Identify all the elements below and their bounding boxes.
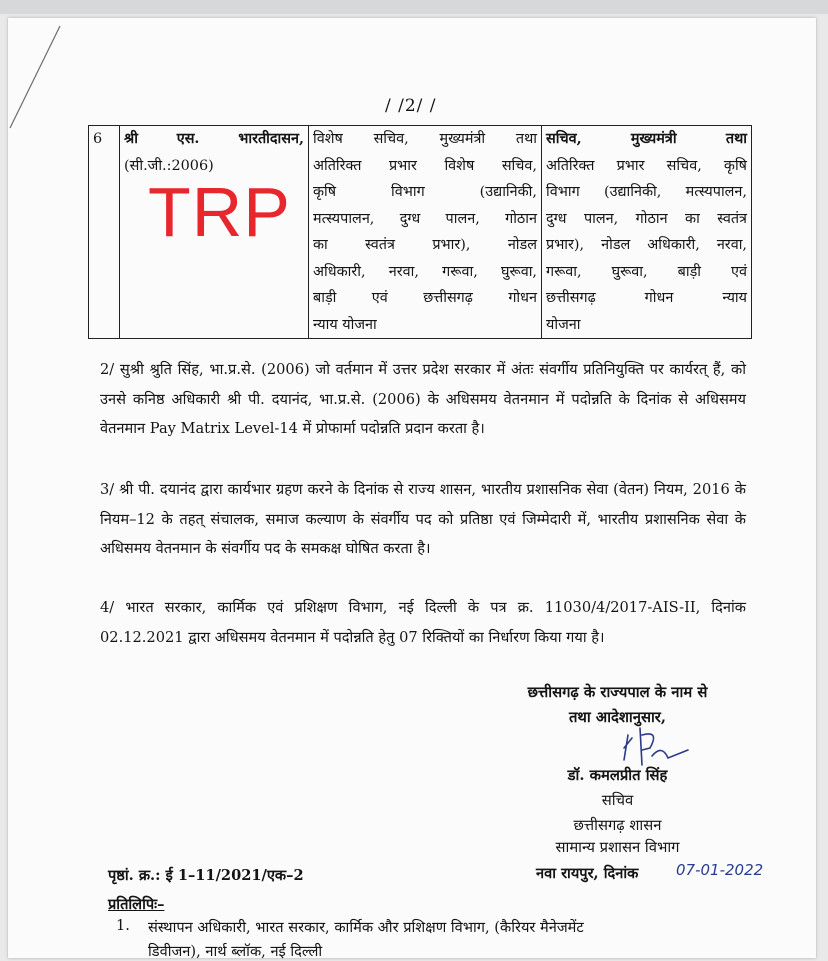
new-post-line: प्रभार), नोडल अधिकारी, नरवा,: [546, 237, 747, 253]
current-post-line: बाड़ी एवं छत्तीसगढ़ गोधन: [313, 290, 537, 306]
current-post-line: न्याय योजना: [313, 316, 377, 333]
place-date-label: नवा रायपुर, दिनांक: [536, 865, 639, 882]
current-post-line: अधिकारी, नरवा, गरूवा, घुरूवा,: [313, 263, 537, 280]
new-post-line: सचिव, मुख्यमंत्री तथा: [546, 130, 747, 147]
new-post-line: गरूवा, घुरूवा, बाड़ी एवं: [546, 263, 747, 280]
new-post-line: अतिरिक्त प्रभार सचिव, कृषि: [546, 157, 747, 174]
trp-stamp: TRP: [148, 173, 291, 251]
signatory-designation: सचिव: [601, 792, 634, 809]
current-post-line: विशेष सचिव, मुख्यमंत्री तथा: [313, 131, 537, 147]
copy-to-heading: प्रतिलिपिः–: [108, 896, 165, 913]
paragraph-3: 3/ श्री पी. दयानंद द्वारा कार्यभार ग्रहण करने के दिनांक से राज्य शासन, भारतीय प्रशासनिक सेवा (वेतन) नियम, 2016 के नियम–12 के तहत् संचालक, समाज कल्याण के संवर्गीय पद को प्रतिष्ठा एवं जिम्मेदारी में, भारतीय प्रशासनिक सेवा के अधिसमय वेतनमान के संवर्गीय पद के समकक्ष घोषित करता है।: [100, 481, 746, 557]
current-post-line: मत्स्यपालन, दुग्ध पालन, गोठान: [313, 210, 537, 227]
authority-line-1: छत्तीसगढ़ के राज्यपाल के नाम से: [527, 684, 708, 701]
paragraph-2: 2/ सुश्री श्रुति सिंह, भा.प्र.से. (2006) जो वर्तमान में उत्तर प्रदेश सरकार में अंतः संवर्गीय प्रतिनियुक्ति पर कार्यरत् हैं, को उनसे कनिष्ठ अधिकारी श्री पी. दयानंद, भा.प्र.से. (2006) के अधिसमय वेतनमान में पदोन्नति के दिनांक से अधिसमय वेतनमान Pay Matrix Level-14 में प्रोफार्मा पदोन्नति प्रदान करता है।: [100, 361, 746, 437]
new-post-line: छत्तीसगढ़ गोधन न्याय: [546, 290, 747, 306]
department-name: सामान्य प्रशासन विभाग: [555, 839, 680, 856]
current-post-line: का स्वतंत्र प्रभार), नोडल: [313, 237, 537, 253]
handwritten-date: 07-01-2022: [676, 861, 764, 879]
serial-cell: 6: [89, 126, 120, 339]
signature-image: [624, 728, 688, 765]
current-post-line: कृषि विभाग (उद्यानिकी,: [313, 184, 537, 200]
new-post-line: दुग्ध पालन, गोठान का स्वतंत्र: [546, 210, 747, 227]
current-post-line: अतिरिक्त प्रभार विशेष सचिव,: [313, 157, 537, 174]
copy-item-number: 1.: [116, 917, 130, 934]
page-number: / /2/ /: [385, 96, 437, 116]
reference-number: पृष्ठां. क्र.: ई 1–11/2021/एक–2: [108, 867, 304, 884]
copy-item-text-continued: डिवीजन), नार्थ ब्लॉक, नई दिल्ली: [148, 943, 323, 960]
copy-item-text: संस्थापन अधिकारी, भारत सरकार, कार्मिक और प्रशिक्षण विभाग, (कैरियर मैनेजमेंट: [148, 919, 584, 936]
officer-batch: (सी.जी.:2006): [124, 157, 214, 174]
officer-name: श्री एस. भारतीदासन,: [124, 130, 304, 147]
authority-line-2: तथा आदेशानुसार,: [569, 709, 666, 726]
government-name: छत्तीसगढ़ शासन: [573, 817, 662, 834]
new-post-line: योजना: [546, 316, 581, 333]
signatory-name: डॉ. कमलप्रीत सिंह: [567, 767, 668, 784]
paragraph-4: 4/ भारत सरकार, कार्मिक एवं प्रशिक्षण विभाग, नई दिल्ली के पत्र क्र. 11030/4/2017-AIS-II, दिनांक 02.12.2021 द्वारा अधिसमय वेतनमान में पदोन्नति हेतु 07 रिक्तियों का निर्धारण किया गया है।: [100, 599, 746, 646]
new-post-line: विभाग (उद्यानिकी, मत्स्यपालन,: [546, 184, 747, 200]
